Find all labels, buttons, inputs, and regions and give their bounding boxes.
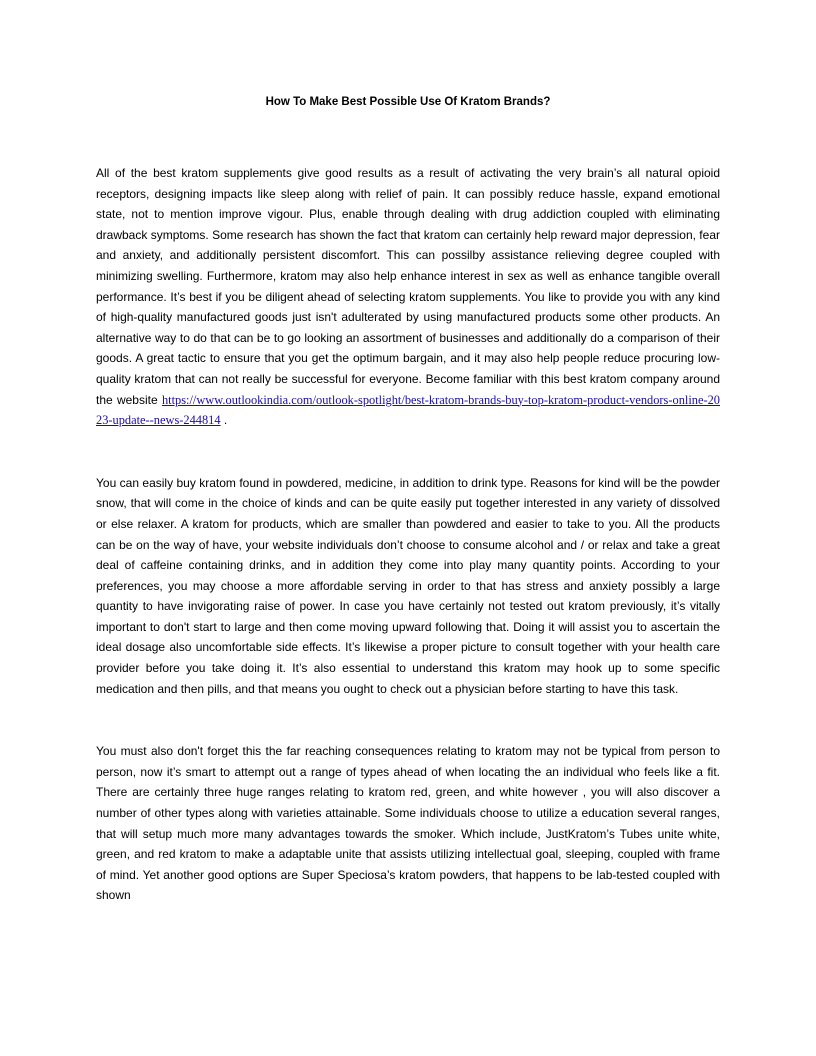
paragraph-3: You must also don't forget this the far reaching consequences relating to kratom may not be typical from person to person, now it’s smart to attempt out a range of types ahead of when locating the an individual who feels like a fit. There are certainly three huge ranges relating to kratom red, green, and white however , you will also discover a number of other types along with varieties attainable. Some individuals choose to utilize a education several ranges, that will setup much more many advantages towards the smoker. Which include, JustKratom’s Tubes unite white, green, and red kratom to make a adaptable unite that assists utilizing intellectual goal, sleeping, coupled with frame of mind. Yet another good options are Super Speciosa’s kratom powders, that happens to be lab-tested coupled with shown [96,744,720,903]
paragraph-1 [96,163,720,431]
paragraph-1-end: . [220,413,228,428]
paragraph-2: You can easily buy kratom found in powdered, medicine, in addition to drink type. Reasons for kind will be the powder snow, that will come in the choice of kinds and can be quite easily put together interested in any variety of dissolved or else relaxer. A kratom for products, which are smaller than powdered and easier to take to you. All the products can be on the way of have, your website individuals don’t choose to consume alcohol and / or relax and take a great deal of caffeine containing drinks, and in addition they come into play many quantity points. According to your preferences, you may choose a more affordable serving in order to that has stress and anxiety possibly a large quantity to have invigorating raise of power. In case you have certainly not tested out kratom previously, it’s vitally important to don't start to large and then come moving upward following that. Doing it will assist you to ascertain the ideal dosage also uncomfortable side effects. It’s likewise a proper picture to consult together with your health care provider before you take doing it. It’s also essential to understand this kratom may hook up to some specific medication and then pills, and that means you ought to check out a physician before starting to have this task. [96,475,720,696]
document-title: How To Make Best Possible Use Of Kratom Brands? [265,96,551,108]
paragraph-1-text: All of the best kratom supplements give good results as a result of activating the very brain’s all natural opioid receptors, designing impacts like sleep along with relief of pain. It can possibly reduce hassle, expand emotional state, not to mention improve vigour. Plus, enable through dealing with drug addiction coupled with eliminating drawback symptoms. Some research has shown the fact that kratom can certainly help reward major depression, fear and anxiety, and additionally persistent discomfort. This can possilby assistance relieving degree coupled with minimizing swelling. Furthermore, kratom may also help enhance interest in sex as well as enhance tangible overall performance. It’s best if you be diligent ahead of selecting kratom supplements. You like to provide you with any kind of high-quality manufactured goods just isn't adulterated by using manufactured products some other products. An alternative way to do that can be to go looking an assortment of businesses and additionally do a comparison of their goods. A great tactic to ensure that you get the optimum bargain, and it may also help people reduce procuring low-quality kratom that can not really be successful for everyone. Become familiar with this best kratom company around the website [96,166,720,407]
outlookindia-link[interactable]: https://www.outlookindia.com/outlook-spotlight/best-kratom-brands-buy-top-kratom-product-vendors-online-2023-update--news-244814 [96,392,720,428]
document-body [96,163,720,906]
